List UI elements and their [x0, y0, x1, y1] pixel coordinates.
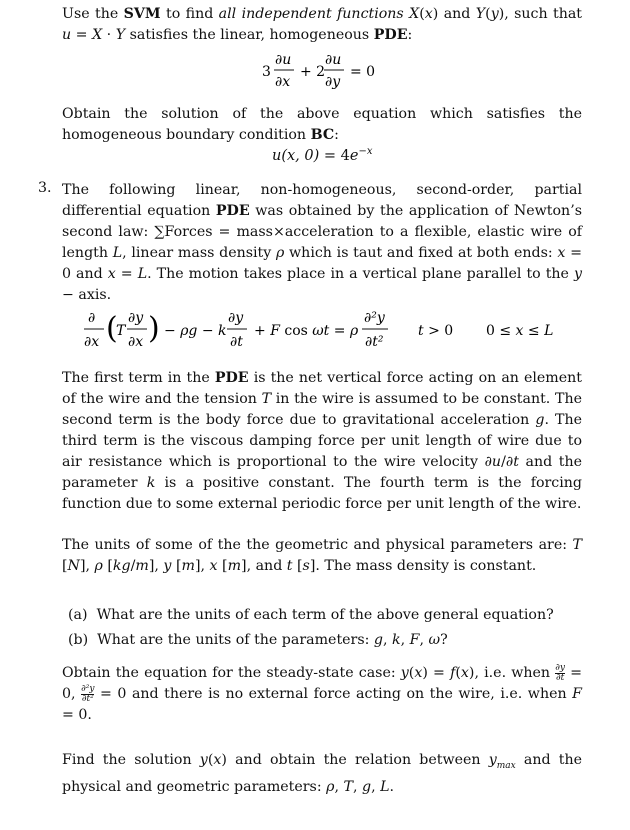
svg-text:∂y: ∂y — [325, 74, 341, 90]
svg-text:∂x: ∂x — [128, 334, 144, 350]
intro-paragraph — [62, 4, 582, 46]
svg-text:+ F cos ωt = ρ: + F cos ωt = ρ — [254, 323, 359, 339]
question-b-label: (b) — [68, 632, 89, 648]
steady-state-paragraph: Obtain the equation for the steady-state case: y(x) = f(x), i.e. when $\frac{\partial y}{\partial t}$ = 0, $\frac{\text{∂²y}}{\text{∂t²}}$ = 0 and there is no external force acting on the wire, i.e. when F = 0. — [62, 662, 583, 723]
svg-text:t > 0: t > 0 — [418, 323, 454, 339]
boundary-condition: u(x, $0) = 4e^{-x}$ — [272, 146, 373, 164]
svg-text:∂y: ∂y — [128, 310, 144, 326]
units-paragraph: The units of some of the the geometric and physical parameters are: T [N], ρ [kg/m], y [m], x [m], and t [s]. The mass density is constant. — [62, 537, 582, 574]
svg-text:∂x: ∂x — [84, 334, 100, 350]
svg-text:+ 2: + 2 — [300, 64, 326, 80]
question-a — [68, 605, 554, 626]
question-a-label: (a) — [68, 607, 88, 623]
svg-text:∂u: ∂u — [325, 52, 342, 68]
svg-text:(: ( — [106, 311, 118, 346]
svg-text:∂u: ∂u — [275, 52, 292, 68]
svg-text:∂x: ∂x — [275, 74, 291, 90]
problem-statement: The following linear, non-homogeneous, second-order, partial differential equation PDE was obtained by the application of Newton’s second law: ∑Forces = mass×acceleration to a flexible, elastic wire of length L, linear mass density ρ which is taut and fixed at both ends: x = 0 and x = L. The motion takes place in a vertical plane parallel to the y − axis. — [62, 182, 582, 303]
svg-text:3: 3 — [262, 64, 271, 80]
svg-text:− ρg − k: − ρg − k — [164, 323, 227, 339]
problem-number: 3. — [38, 180, 52, 196]
intro-paragraph-2 — [62, 104, 582, 146]
svg-text:∂t: ∂t — [230, 334, 243, 350]
svg-text:= 0: = 0 — [350, 64, 376, 80]
svg-text:∂: ∂ — [88, 310, 96, 326]
question-b: (b) What are the units of the parameters: g, k, F, ω? — [68, 632, 448, 648]
explanation-paragraph: The first term in the PDE is the net vertical force acting on an element of the wire and the tension T in the wire is assumed to be constant. The second term is the body force due to gravitational acceleration g. The third term is the viscous damping force per unit length of wire due to air resistance which is proportional to the wire velocity ∂u/∂t and the parameter k is a positive constant. The fourth term is the forcing function due to some external periodic force per unit length of the wire. — [62, 370, 583, 512]
pde-equation-1 — [262, 50, 392, 92]
question-a-text: What are the units of each term of the above general equation? — [96, 607, 554, 623]
svg-text:∂y: ∂y — [228, 310, 244, 326]
svg-text:): ) — [148, 311, 160, 346]
svg-text:0 ≤ x ≤ L: 0 ≤ x ≤ L — [486, 323, 554, 339]
intro-line2: Obtain the solution of the above equation which satisfies the homogeneous boundary condition BC: — [62, 106, 582, 143]
svg-text:∂²y: ∂²y — [364, 310, 385, 326]
intro-line1: Use the SVM to find all independent functions X(x) and Y(y), such that u = X · Y satisfies the linear, homogeneous PDE: — [62, 6, 583, 43]
final-paragraph: Find the solution y(x) and obtain the relation between $y_{max}$ and the physical and geometric parameters: ρ, T, g, L. — [62, 752, 582, 795]
main-pde-equation — [84, 308, 574, 356]
svg-text:T: T — [116, 323, 126, 339]
svg-text:∂t²: ∂t² — [365, 334, 384, 350]
